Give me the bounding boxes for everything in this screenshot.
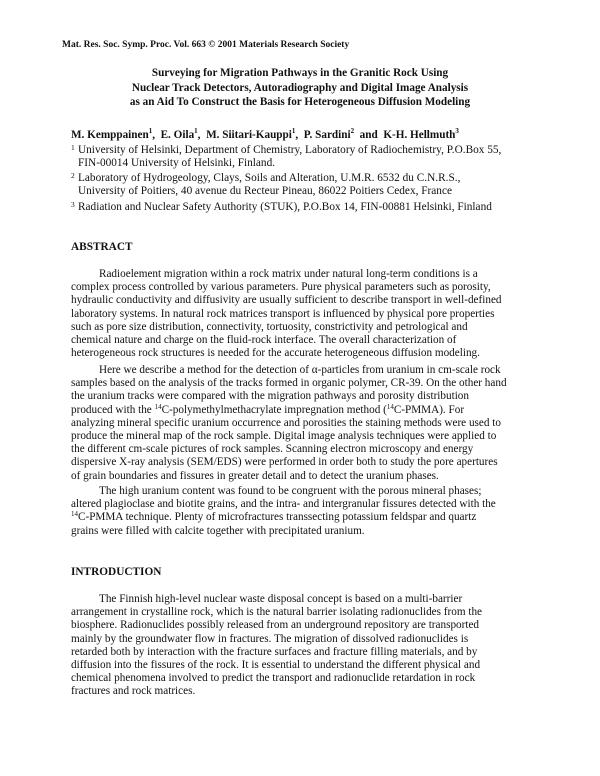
text-fragment: C-PMMA). For [393,403,465,416]
text-line: mainly by the groundwater flow in fractures. The migration of dissolved radionuclides is [71,632,469,645]
author-name: K-H. Hellmuth [383,129,456,141]
abstract-paragraph-1 [71,268,541,360]
affiliation-line: Radiation and Nuclear Safety Authority (STUK), P.O.Box 14, FIN-00881 Helsinki, Finland [78,201,492,213]
abstract-heading: ABSTRACT [71,241,133,253]
affiliation-number: 2 [71,171,75,180]
text-line: the different cm-scale pictures of rock samples. Scanning electron microscopy and energy [71,443,474,456]
title-line: Nuclear Track Detectors, Autoradiography and Digital Image Analysis [131,81,469,94]
text-line [71,404,541,417]
text-fragment: produced with the [71,403,155,416]
isotope-superscript: 14 [386,402,394,411]
author-affil-mark: 1 [291,127,296,135]
text-line: laboratory systems. In natural rock matrices transport is influenced by physical pore properties [71,307,495,320]
abstract-paragraph-3 [71,485,541,538]
author-name: E. Oila [160,129,195,141]
author-affil-mark: 2 [350,127,355,135]
text-line: heterogeneous rock structures is needed for the accurate heterogeneous diffusion modeling. [71,347,480,360]
author-name: M. Kemppainen [71,129,149,141]
text-line: chemical phenomena involved to predict the transport and radionuclide retardation in rock [71,672,476,685]
author-affil-mark: 3 [455,127,459,135]
author-affil-mark: 1 [194,127,198,135]
affiliation-2 [71,172,460,198]
text-line: diffusion into the fissures of the rock. It is essential to understand the different physical and [71,659,481,672]
introduction-heading: INTRODUCTION [71,566,162,578]
text-line: The high uranium content was found to be congruent with the porous mineral phases; [99,485,482,497]
text-line: analyzing mineral specific uranium occurrence and porosities the staining methods were used to [71,416,501,429]
affiliation-number: 3 [71,200,75,209]
affiliation-line: Laboratory of Hydrogeology, Clays, Soils and Alteration, U.M.R. 6532 du C.N.R.S., [78,172,461,184]
text-line: biosphere. Radionuclides possibly released from an underground repository are transported [71,619,480,632]
affiliation-line: FIN-00014 University of Helsinki, Finland. [78,157,276,170]
text-line: produce the mineral map of the rock sample. Digital image analysis techniques were applied to [71,430,497,443]
affiliation-number: 1 [71,143,75,152]
affiliation-line: University of Poitiers, 40 avenue du Recteur Pineau, 86022 Poitiers Cedex, France [78,185,452,198]
text-line: hydraulic conductivity and diffusivity are usually sufficient to describe transport in well-defined [71,294,502,307]
text-line: Radioelement migration within a rock matrix under natural long-term conditions is a [99,268,478,280]
text-line: fractures and rock matrices. [71,685,196,698]
title-line: Surveying for Migration Pathways in the Granitic Rock Using [151,67,449,79]
introduction-paragraph-1 [71,593,541,699]
paper-title [40,66,560,110]
journal-header: Mat. Res. Soc. Symp. Proc. Vol. 663 © 2001 Materials Research Society [62,40,350,50]
text-line: The Finnish high-level nuclear waste disposal concept is based on a multi-barrier [99,593,463,605]
text-line: the uranium tracks were compared with the migration pathways and porosity distribution [71,390,469,403]
text-fragment: C-polymethylmethacrylate impregnation method ( [161,403,387,416]
text-line: grains were filled with calcite together with precipitated uranium. [71,524,365,537]
affiliation-1 [71,144,501,170]
author-name: M. Siitari-Kauppi [206,129,292,141]
author-name: P. Sardini [303,129,351,141]
text-line: of grain boundaries and fissures in greater detail and to detect the uranium phases. [71,469,439,482]
text-line: retarded both by interaction with the fracture surfaces and fracture filling materials, and by [71,645,478,658]
affiliation-line: University of Helsinki, Department of Chemistry, Laboratory of Radiochemistry, P.O.Box 55, [78,144,502,156]
text-line: dispersive X-ray analysis (SEM/EDS) were performed in order both to study the pore apertures [71,456,498,469]
text-line: complex process controlled by various parameters. Pure physical parameters such as porosity, [71,281,491,294]
text-fragment: C-PMMA technique. Plenty of microfractures transsecting potassium feldspar and quartz [78,511,477,524]
isotope-superscript: 14 [154,402,162,411]
text-line: arrangement in crystalline rock, which is the natural barrier isolating radionuclides from the [71,606,482,619]
title-line: as an Aid To Construct the Basis for Heterogeneous Diffusion Modeling [129,96,471,108]
text-line: altered plagioclase and biotite grains, and the intra- and intergranular fissures detected with the [71,498,496,511]
text-line [71,511,541,524]
text-line: samples based on the analysis of the tracks formed in organic polymer, CR-39. On the other hand [71,377,507,390]
text-line: such as pore size distribution, connectivity, tortuosity, constrictivity and petrological and [71,320,468,333]
author-affil-mark: 1 [148,127,153,135]
affiliation-3 [71,201,492,214]
text-line: chemical nature and charge on the fluid-rock interface. The overall characterization of [71,334,457,347]
text-line: Here we describe a method for the detection of α-particles from uranium in cm-scale rock [99,364,501,376]
abstract-paragraph-2 [71,364,541,483]
isotope-superscript: 14 [71,510,78,519]
author-conjunction: and [359,129,378,141]
author-list: M. Kemppainen$^1$, E. Oila$^1$, M. Siitari-Kauppi$^1$, P. Sardini$^2$ and K-H. Hellmuth$^3$ [71,127,459,141]
